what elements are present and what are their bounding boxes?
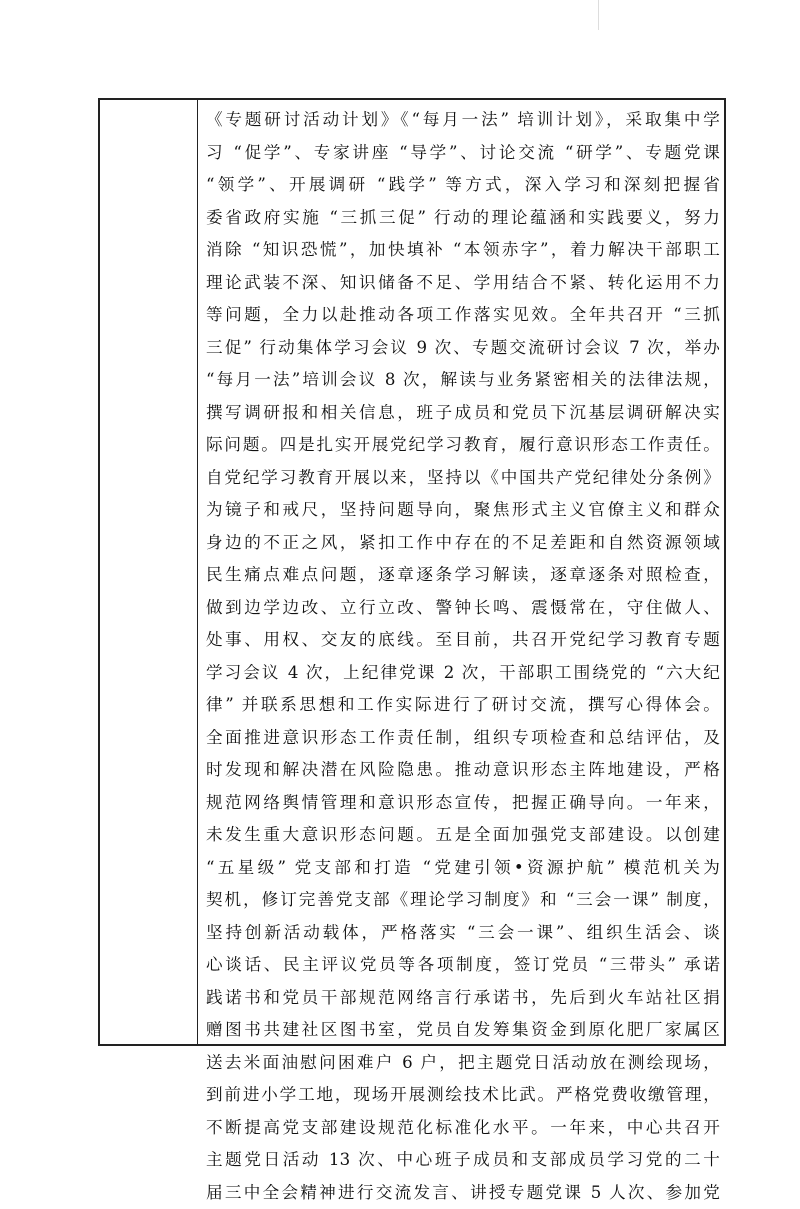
text-line: 做到边学边改、立行立改、警钟长鸣、震慑常在，守住做人、 <box>206 592 720 625</box>
text-line: 学习会议 4 次，上纪律党课 2 次，干部职工围绕党的 “六大纪 <box>206 657 720 690</box>
text-line: “领学”、开展调研 “践学” 等方式，深入学习和深刻把握省 <box>206 169 720 202</box>
text-line: 撰写调研报和相关信息，班子成员和党员下沉基层调研解决实 <box>206 397 720 430</box>
text-line: 践诺书和党员干部规范网络言行承诺书，先后到火车站社区捐 <box>206 982 720 1015</box>
text-line: 民生痛点难点问题，逐章逐条学习解读，逐章逐条对照检查， <box>206 559 720 592</box>
text-line: 赠图书共建社区图书室，党员自发筹集资金到原化肥厂家属区 <box>206 1014 720 1047</box>
text-line: 时发现和解决潜在风险隐患。推动意识形态主阵地建设，严格 <box>206 754 720 787</box>
text-line: 主题党日活动 13 次、中心班子成员和支部成员学习党的二十 <box>206 1144 720 1177</box>
scan-artifact-line <box>598 0 599 30</box>
text-line: 委省政府实施 “三抓三促” 行动的理论蕴涵和实践要义，努力 <box>206 202 720 235</box>
text-line: 等问题，全力以赴推动各项工作落实见效。全年共召开 “三抓 <box>206 299 720 332</box>
table-content-cell <box>198 100 724 1044</box>
text-line: 届三中全会精神进行交流发言、讲授专题党课 5 人次、参加党 <box>206 1177 720 1209</box>
table-label-column <box>100 100 198 1044</box>
body-text <box>206 104 720 1209</box>
text-line: 习 “促学”、专家讲座 “导学”、讨论交流 “研学”、专题党课 <box>206 137 720 170</box>
text-line: 自党纪学习教育开展以来，坚持以《中国共产党纪律处分条例》 <box>206 462 720 495</box>
table-frame <box>98 98 726 1046</box>
text-line: 三促” 行动集体学习会议 9 次、专题交流研讨会议 7 次，举办 <box>206 332 720 365</box>
text-line: 际问题。四是扎实开展党纪学习教育，履行意识形态工作责任。 <box>206 429 720 462</box>
text-line: 心谈话、民主评议党员等各项制度，签订党员 “三带头” 承诺 <box>206 949 720 982</box>
text-line: “每月一法”培训会议 8 次，解读与业务紧密相关的法律法规， <box>206 364 720 397</box>
text-line: 送去米面油慰问困难户 6 户，把主题党日活动放在测绘现场， <box>206 1047 720 1080</box>
text-line: 为镜子和戒尺，坚持问题导向，聚焦形式主义官僚主义和群众 <box>206 494 720 527</box>
text-line: 处事、用权、交友的底线。至目前，共召开党纪学习教育专题 <box>206 624 720 657</box>
text-line: 理论武装不深、知识储备不足、学用结合不紧、转化运用不力 <box>206 267 720 300</box>
text-line: 规范网络舆情管理和意识形态宣传，把握正确导向。一年来， <box>206 787 720 820</box>
text-line: 坚持创新活动载体，严格落实 “三会一课”、组织生活会、谈 <box>206 917 720 950</box>
text-line: 身边的不正之风，紧扣工作中存在的不足差距和自然资源领域 <box>206 527 720 560</box>
text-line: “五星级” 党支部和打造 “党建引领•资源护航” 模范机关为 <box>206 852 720 885</box>
text-line: 未发生重大意识形态问题。五是全面加强党支部建设。以创建 <box>206 819 720 852</box>
text-line: 《专题研讨活动计划》《“每月一法” 培训计划》，采取集中学 <box>206 104 720 137</box>
text-line: 律” 并联系思想和工作实际进行了研讨交流，撰写心得体会。 <box>206 689 720 722</box>
text-line: 全面推进意识形态工作责任制，组织专项检查和总结评估，及 <box>206 722 720 755</box>
text-line: 契机，修订完善党支部《理论学习制度》和 “三会一课” 制度， <box>206 884 720 917</box>
text-line: 到前进小学工地，现场开展测绘技术比武。严格党费收缴管理， <box>206 1079 720 1112</box>
text-line: 不断提高党支部建设规范化标准化水平。一年来，中心共召开 <box>206 1112 720 1145</box>
text-line: 消除 “知识恐慌”，加快填补 “本领赤字”，着力解决干部职工 <box>206 234 720 267</box>
